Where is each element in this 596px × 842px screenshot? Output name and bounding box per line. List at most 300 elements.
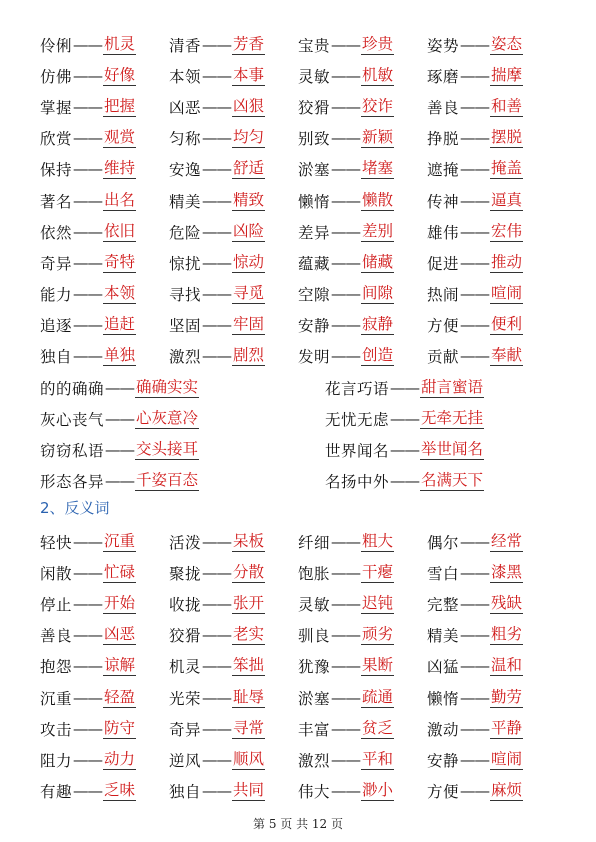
word-pair	[40, 593, 169, 615]
synonym-grid	[40, 29, 556, 372]
word-pair	[40, 345, 169, 367]
answer-word: 寻觅	[233, 284, 265, 303]
dash: ——	[331, 66, 361, 85]
dash: ——	[460, 750, 490, 769]
word: 阻力	[40, 751, 73, 770]
dash: ——	[202, 35, 232, 54]
answer-word: 忙碌	[104, 562, 136, 581]
word-pair	[427, 283, 556, 305]
word-pair	[427, 127, 556, 149]
word: 光荣	[169, 689, 202, 708]
dash: ——	[202, 191, 232, 210]
synonym-row	[40, 154, 556, 185]
word: 宝贵	[298, 36, 331, 55]
word-pair	[298, 593, 427, 615]
answer-word: 寂静	[362, 315, 394, 334]
word: 伟大	[298, 783, 331, 802]
antonym-row	[40, 620, 556, 651]
answer-word: 迟钝	[362, 593, 394, 612]
word: 安静	[298, 317, 331, 336]
dash: ——	[202, 97, 232, 116]
dash: ——	[460, 66, 490, 85]
dash: ——	[460, 782, 490, 801]
word: 发明	[298, 348, 331, 367]
word: 别致	[298, 130, 331, 149]
dash: ——	[460, 160, 490, 179]
idiom-row	[40, 465, 556, 496]
word-pair	[169, 562, 298, 584]
word-pair	[40, 127, 169, 149]
word: 机灵	[169, 658, 202, 677]
dash: ——	[331, 35, 361, 54]
word: 犹豫	[298, 658, 331, 677]
word-pair	[298, 687, 427, 709]
word: 欣赏	[40, 130, 73, 149]
answer-word: 和善	[491, 96, 523, 115]
dash: ——	[331, 719, 361, 738]
word-pair	[40, 718, 169, 740]
word-pair	[40, 780, 169, 802]
dash: ——	[331, 285, 361, 304]
dash: ——	[202, 688, 232, 707]
word: 淤塞	[298, 161, 331, 180]
word-pair	[40, 34, 169, 56]
word: 方便	[427, 317, 460, 336]
word: 纤细	[298, 533, 331, 552]
answer-word: 温和	[491, 656, 523, 675]
answer-word: 创造	[362, 346, 394, 365]
dash: ——	[73, 347, 103, 366]
answer-word: 轻盈	[104, 687, 136, 706]
answer-word: 储藏	[362, 252, 394, 271]
dash: ——	[331, 191, 361, 210]
synonym-row	[40, 279, 556, 310]
word-pair	[298, 65, 427, 87]
word: 聚拢	[169, 564, 202, 583]
word-pair	[40, 687, 169, 709]
word: 传神	[427, 192, 460, 211]
answer-word: 喧闹	[491, 749, 523, 768]
dash: ——	[202, 563, 232, 582]
dash: ——	[202, 347, 232, 366]
word-pair	[40, 314, 169, 336]
answer-word: 勤劳	[491, 687, 523, 706]
answer-word: 珍贵	[362, 34, 394, 53]
dash: ——	[202, 285, 232, 304]
word-pair	[427, 190, 556, 212]
word-pair	[169, 780, 298, 802]
word: 偶尔	[427, 533, 460, 552]
word: 安逸	[169, 161, 202, 180]
word-pair	[427, 562, 556, 584]
word-pair	[427, 252, 556, 274]
answer-word: 耻辱	[233, 687, 265, 706]
idiom-synonym-list	[40, 372, 556, 496]
dash: ——	[331, 129, 361, 148]
word: 逆风	[169, 751, 202, 770]
word-pair	[40, 624, 169, 646]
word: 懒惰	[427, 689, 460, 708]
page-footer: 第 5 页 共 12 页	[253, 817, 343, 831]
word-pair	[298, 127, 427, 149]
word-pair	[169, 593, 298, 615]
answer-word: 便利	[491, 315, 523, 334]
dash: ——	[331, 160, 361, 179]
dash: ——	[73, 594, 103, 613]
dash: ——	[390, 409, 420, 428]
word: 贡献	[427, 348, 460, 367]
word: 蕴藏	[298, 254, 331, 273]
word: 匀称	[169, 130, 202, 149]
dash: ——	[105, 409, 135, 428]
word: 停止	[40, 595, 73, 614]
word: 本领	[169, 67, 202, 86]
dash: ——	[460, 532, 490, 551]
word-pair	[427, 158, 556, 180]
dash: ——	[460, 253, 490, 272]
answer-word: 依旧	[104, 221, 136, 240]
word-pair	[169, 687, 298, 709]
answer-word: 顽劣	[362, 625, 394, 644]
word-pair	[427, 655, 556, 677]
dash: ——	[331, 222, 361, 241]
dash: ——	[202, 657, 232, 676]
word: 抱怨	[40, 658, 73, 677]
word: 花言巧语	[325, 379, 390, 398]
dash: ——	[73, 253, 103, 272]
word: 灰心丧气	[40, 410, 105, 429]
dash: ——	[73, 285, 103, 304]
answer-word: 宏伟	[491, 221, 523, 240]
word-pair	[298, 439, 556, 461]
word-pair	[169, 158, 298, 180]
dash: ——	[73, 129, 103, 148]
dash: ——	[73, 532, 103, 551]
synonym-row	[40, 310, 556, 341]
word: 善良	[427, 98, 460, 117]
word-pair	[169, 65, 298, 87]
dash: ——	[73, 750, 103, 769]
dash: ——	[202, 66, 232, 85]
word: 方便	[427, 783, 460, 802]
word-pair	[40, 655, 169, 677]
word-pair	[169, 655, 298, 677]
answer-word: 交头接耳	[136, 439, 199, 458]
word-pair	[169, 190, 298, 212]
dash: ——	[331, 594, 361, 613]
answer-word: 心灰意冷	[136, 408, 199, 427]
word-pair	[169, 283, 298, 305]
word-pair	[169, 34, 298, 56]
dash: ——	[202, 782, 232, 801]
answer-word: 千姿百态	[136, 470, 199, 489]
dash: ——	[202, 626, 232, 645]
word: 追逐	[40, 317, 73, 336]
answer-word: 乏味	[104, 781, 136, 800]
answer-word: 沉重	[104, 531, 136, 550]
answer-word: 牢固	[233, 315, 265, 334]
word: 的的确确	[40, 379, 105, 398]
word: 收拢	[169, 595, 202, 614]
answer-word: 凶恶	[104, 625, 136, 644]
answer-word: 掩盖	[491, 159, 523, 178]
answer-word: 笨拙	[233, 656, 265, 675]
word: 激动	[427, 720, 460, 739]
dash: ——	[331, 688, 361, 707]
word-pair	[40, 65, 169, 87]
answer-word: 动力	[104, 749, 136, 768]
dash: ——	[73, 222, 103, 241]
word: 狡猾	[169, 627, 202, 646]
word-pair	[169, 718, 298, 740]
dash: ——	[73, 688, 103, 707]
answer-word: 开始	[104, 593, 136, 612]
synonym-row	[40, 60, 556, 91]
answer-word: 机灵	[104, 34, 136, 53]
answer-word: 漆黑	[491, 562, 523, 581]
answer-word: 狡诈	[362, 96, 394, 115]
dash: ——	[390, 471, 420, 490]
answer-word: 揣摩	[491, 65, 523, 84]
answer-word: 追赶	[104, 315, 136, 334]
answer-word: 张开	[233, 593, 265, 612]
antonym-row	[40, 776, 556, 807]
word-pair	[169, 252, 298, 274]
word-pair	[427, 687, 556, 709]
word: 完整	[427, 595, 460, 614]
answer-word: 寻常	[233, 718, 265, 737]
word-pair	[427, 531, 556, 553]
dash: ——	[105, 471, 135, 490]
answer-word: 摆脱	[491, 128, 523, 147]
word-pair	[427, 34, 556, 56]
answer-word: 呆板	[233, 531, 265, 550]
idiom-row	[40, 372, 556, 403]
dash: ——	[73, 66, 103, 85]
word-pair	[298, 655, 427, 677]
dash: ——	[460, 626, 490, 645]
answer-word: 凶险	[233, 221, 265, 240]
word: 著名	[40, 192, 73, 211]
dash: ——	[460, 594, 490, 613]
answer-word: 顺风	[233, 749, 265, 768]
word-pair	[298, 531, 427, 553]
answer-word: 经常	[491, 531, 523, 550]
answer-word: 果断	[362, 656, 394, 675]
answer-word: 奉献	[491, 346, 523, 365]
answer-word: 干瘪	[362, 562, 394, 581]
answer-word: 无牵无挂	[421, 408, 484, 427]
dash: ——	[73, 191, 103, 210]
word: 精美	[169, 192, 202, 211]
word-pair	[427, 221, 556, 243]
word: 丰富	[298, 720, 331, 739]
idiom-row	[40, 403, 556, 434]
dash: ——	[73, 563, 103, 582]
word: 凶恶	[169, 98, 202, 117]
word: 伶俐	[40, 36, 73, 55]
dash: ——	[73, 316, 103, 335]
word-pair	[427, 780, 556, 802]
answer-word: 共同	[233, 781, 265, 800]
word-pair	[427, 345, 556, 367]
word: 饱胀	[298, 564, 331, 583]
answer-word: 分散	[233, 562, 265, 581]
dash: ——	[331, 782, 361, 801]
word: 激烈	[169, 348, 202, 367]
antonym-row	[40, 557, 556, 588]
word: 精美	[427, 627, 460, 646]
word-pair	[298, 158, 427, 180]
word: 差异	[298, 223, 331, 242]
answer-word: 平和	[362, 749, 394, 768]
word: 懒惰	[298, 192, 331, 211]
word-pair	[427, 65, 556, 87]
antonym-grid	[40, 526, 556, 807]
answer-word: 逼真	[491, 190, 523, 209]
word: 无忧无虑	[325, 410, 390, 429]
dash: ——	[202, 316, 232, 335]
antonym-row	[40, 744, 556, 775]
answer-word: 机敏	[362, 65, 394, 84]
word-pair	[40, 408, 298, 430]
word: 激烈	[298, 751, 331, 770]
dash: ——	[73, 782, 103, 801]
answer-word: 平静	[491, 718, 523, 737]
word-pair	[40, 749, 169, 771]
dash: ——	[202, 129, 232, 148]
answer-word: 粗大	[362, 531, 394, 550]
word-pair	[169, 314, 298, 336]
word-pair	[169, 624, 298, 646]
answer-word: 精致	[233, 190, 265, 209]
synonym-row	[40, 341, 556, 372]
dash: ——	[331, 626, 361, 645]
word: 淤塞	[298, 689, 331, 708]
synonym-row	[40, 91, 556, 122]
word: 危险	[169, 223, 202, 242]
answer-word: 芳香	[233, 34, 265, 53]
answer-word: 甜言蜜语	[421, 377, 484, 396]
word: 有趣	[40, 783, 73, 802]
word-pair	[427, 593, 556, 615]
word: 雪白	[427, 564, 460, 583]
antonym-row	[40, 651, 556, 682]
dash: ——	[73, 657, 103, 676]
word-pair	[298, 283, 427, 305]
word: 名扬中外	[325, 472, 390, 491]
answer-word: 观赏	[104, 128, 136, 147]
dash: ——	[331, 97, 361, 116]
word-pair	[40, 221, 169, 243]
word-pair	[298, 252, 427, 274]
dash: ——	[460, 129, 490, 148]
word: 遮掩	[427, 161, 460, 180]
word: 促进	[427, 254, 460, 273]
synonym-row	[40, 185, 556, 216]
dash: ——	[73, 719, 103, 738]
word-pair	[298, 780, 427, 802]
word: 灵敏	[298, 595, 331, 614]
word: 形态各异	[40, 472, 105, 491]
dash: ——	[460, 285, 490, 304]
word-pair	[298, 377, 556, 399]
word-pair	[298, 314, 427, 336]
answer-word: 名满天下	[421, 470, 484, 489]
word-pair	[298, 562, 427, 584]
word-pair	[40, 190, 169, 212]
dash: ——	[390, 440, 420, 459]
word: 奇异	[169, 720, 202, 739]
word-pair	[169, 127, 298, 149]
word: 轻快	[40, 533, 73, 552]
antonym-row	[40, 713, 556, 744]
word-pair	[298, 190, 427, 212]
dash: ——	[202, 253, 232, 272]
word: 坚固	[169, 317, 202, 336]
answer-word: 麻烦	[491, 781, 523, 800]
dash: ——	[460, 191, 490, 210]
word-pair	[298, 749, 427, 771]
answer-word: 惊动	[233, 252, 265, 271]
answer-word: 贫乏	[362, 718, 394, 737]
word-pair	[169, 345, 298, 367]
section-heading-antonyms: 2、反义词	[40, 499, 110, 517]
word-pair	[298, 345, 427, 367]
answer-word: 新颖	[362, 128, 394, 147]
answer-word: 本领	[104, 284, 136, 303]
word: 灵敏	[298, 67, 331, 86]
answer-word: 姿态	[491, 34, 523, 53]
dash: ——	[73, 626, 103, 645]
dash: ——	[460, 657, 490, 676]
dash: ——	[105, 378, 135, 397]
answer-word: 喧闹	[491, 284, 523, 303]
dash: ——	[202, 719, 232, 738]
word: 奇异	[40, 254, 73, 273]
word-pair	[427, 96, 556, 118]
answer-word: 防守	[104, 718, 136, 737]
dash: ——	[331, 316, 361, 335]
word: 能力	[40, 286, 73, 305]
word-pair	[427, 624, 556, 646]
synonym-row	[40, 247, 556, 278]
dash: ——	[331, 532, 361, 551]
word: 依然	[40, 223, 73, 242]
dash: ——	[202, 750, 232, 769]
answer-word: 奇特	[104, 252, 136, 271]
word: 挣脱	[427, 130, 460, 149]
answer-word: 谅解	[104, 656, 136, 675]
answer-word: 粗劣	[491, 625, 523, 644]
word-pair	[40, 562, 169, 584]
word: 凶猛	[427, 658, 460, 677]
word: 狡猾	[298, 98, 331, 117]
word: 窃窃私语	[40, 441, 105, 460]
word: 善良	[40, 627, 73, 646]
dash: ——	[460, 97, 490, 116]
synonym-row	[40, 123, 556, 154]
answer-word: 均匀	[233, 128, 265, 147]
dash: ——	[331, 750, 361, 769]
answer-word: 维持	[104, 159, 136, 178]
dash: ——	[331, 563, 361, 582]
dash: ——	[460, 563, 490, 582]
word-pair	[169, 749, 298, 771]
word: 安静	[427, 751, 460, 770]
idiom-row	[40, 434, 556, 465]
word-pair	[40, 470, 298, 492]
